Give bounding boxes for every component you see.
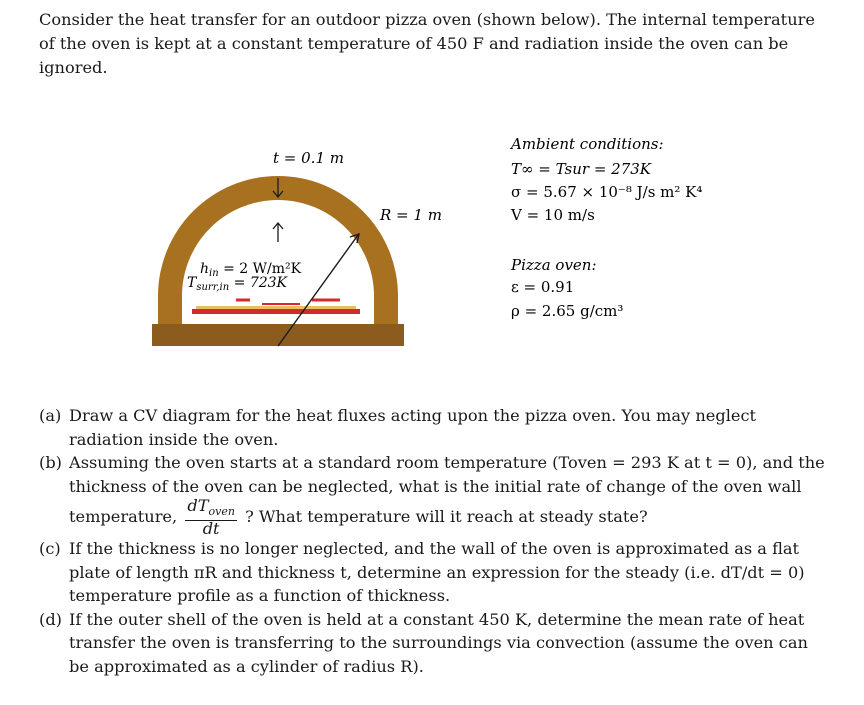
question-d-label: (d) <box>39 609 62 629</box>
radius-label: R = 1 m <box>380 206 442 224</box>
oven-density: ρ = 2.65 g/cm³ <box>511 302 624 320</box>
question-b-label: (b) <box>39 453 62 472</box>
question-c-label: (c) <box>39 539 61 559</box>
question-c <box>39 537 829 608</box>
question-a <box>39 404 829 451</box>
question-b <box>39 451 829 537</box>
question-b-text: Assuming the oven starts at a standard room temperature (Toven = 293 K at t = 0), and the thickness of the oven can be neglected, what is the initial rate of change of the oven wall temperature, <box>69 453 825 527</box>
problem-intro: Consider the heat transfer for an outdoor pizza oven (shown below). The internal temperature of the oven is kept at a constant temperature of 450 F and radiation inside the oven can be ignored. <box>39 10 815 77</box>
derivative-fraction: $\frac{dT_{oven}}{dt}$ <box>187 496 235 539</box>
oven-base <box>152 324 404 346</box>
question-a-label: (a) <box>39 406 62 425</box>
h-in-label: $h_{in} = 2$ W/m²K <box>200 261 302 279</box>
ambient-heading: Ambient conditions: <box>511 135 664 153</box>
oven-heading: Pizza oven: <box>511 256 597 274</box>
question-d <box>39 608 829 679</box>
ambient-velocity: V = 10 m/s <box>511 206 595 224</box>
oven-emissivity: ε = 0.91 <box>511 278 575 296</box>
question-list <box>39 404 829 678</box>
pizza-sauce <box>192 309 360 314</box>
question-c-text: If the thickness is no longer neglected, and the wall of the oven is approximated as a flat plate of length πR and thickness t, determine an expression for the steady (i.e. dT/dt = 0) temperature profile as a function of thickness. <box>69 539 805 606</box>
question-b-text-end: ? What temperature will it reach at steady state? <box>245 507 648 527</box>
question-a-text: Draw a CV diagram for the heat fluxes acting upon the pizza oven. You may neglect radiation inside the oven. <box>69 406 757 449</box>
thickness-label: t = 0.1 m <box>273 149 344 167</box>
question-d-text: If the outer shell of the oven is held at a constant 450 K, determine the mean rate of heat transfer the oven is transferring to the surroundings via convection (assume the oven can be approximated as a cylinder of radius R). <box>69 609 808 676</box>
ambient-sigma: σ = 5.67 × 10⁻⁸ J/s m² K⁴ <box>511 183 703 201</box>
ambient-t-inf: T∞ = Tsur = 273K <box>511 160 651 178</box>
t-surr-label: $T_{surr,in} = 723K$ <box>187 275 288 293</box>
